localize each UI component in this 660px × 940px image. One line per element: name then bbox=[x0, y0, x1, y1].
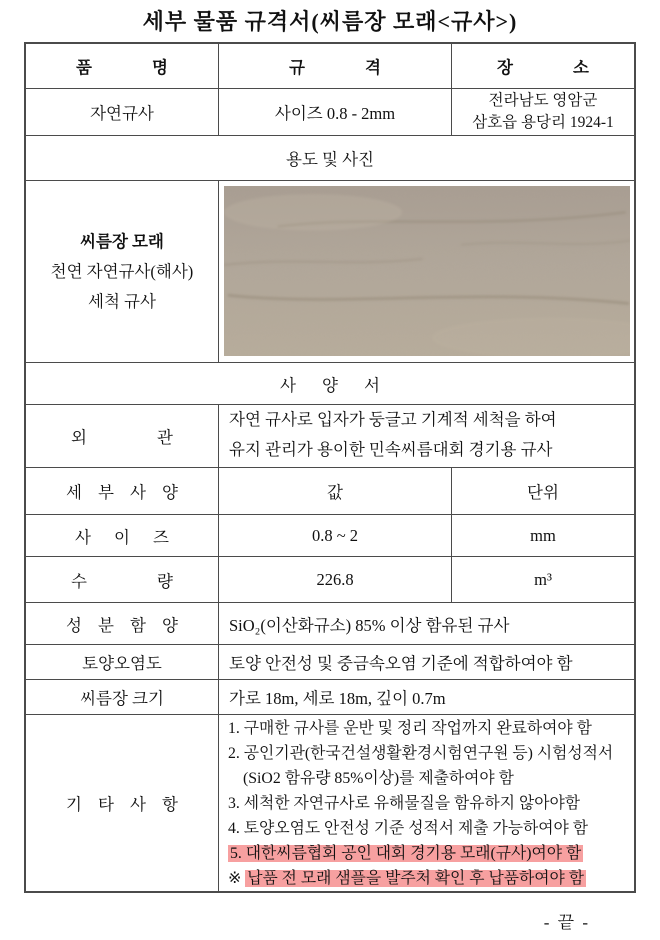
header-spec bbox=[218, 44, 451, 88]
composition-label bbox=[26, 603, 218, 644]
spec-section-title bbox=[26, 363, 634, 404]
appearance-line1: 자연 규사로 입자가 둥글고 기계적 세척을 하여 bbox=[229, 410, 557, 429]
quantity-label-text: 수 량 bbox=[71, 571, 173, 591]
etc-item-2 bbox=[228, 741, 613, 766]
ring-size-value: 가로 18m, 세로 18m, 깊이 0.7m bbox=[218, 680, 634, 714]
sand-texture-photo bbox=[224, 186, 630, 356]
usage-section-title: 용도 및 사진 bbox=[286, 150, 374, 169]
quantity-value: 226.8 bbox=[218, 557, 451, 602]
ring-size-label: 씨름장 크기 bbox=[80, 689, 164, 708]
etc-items bbox=[218, 715, 634, 891]
quantity-row bbox=[26, 556, 634, 602]
product-spec: 사이즈 0.8 - 2mm bbox=[218, 89, 451, 135]
etc-item-1 bbox=[228, 716, 592, 741]
detail-header-label bbox=[26, 468, 218, 514]
etc-item-1-text: 1. 구매한 규사를 운반 및 정리 작업까지 완료하여야 함 bbox=[228, 719, 592, 737]
etc-item-4-text: 4. 토양오염도 안전성 기준 성적서 제출 가능하여야 함 bbox=[228, 819, 588, 837]
product-location bbox=[451, 89, 634, 135]
composition-label-text: 성 분 함 양 bbox=[66, 615, 178, 635]
detail-header-row bbox=[26, 467, 634, 514]
spec-section-row bbox=[26, 362, 634, 404]
detail-header-unit: 단위 bbox=[451, 468, 634, 514]
etc-item-4 bbox=[228, 816, 588, 841]
spec-table bbox=[24, 42, 636, 893]
etc-row bbox=[26, 714, 634, 891]
etc-item-5-highlighted bbox=[228, 841, 583, 866]
etc-item-3 bbox=[228, 791, 580, 816]
photo-row bbox=[26, 180, 634, 362]
etc-label-text: 기 타 사 항 bbox=[66, 795, 178, 814]
usage-section-row bbox=[26, 135, 634, 180]
soil-row bbox=[26, 644, 634, 679]
header-item-name-label: 품 명 bbox=[76, 58, 168, 77]
usage-description bbox=[26, 181, 218, 362]
header-spec-label: 규 격 bbox=[289, 58, 381, 77]
etc-item-3-text: 3. 세척한 자연규사로 유해물질을 함유하지 않아야함 bbox=[228, 794, 581, 812]
detail-header-value: 값 bbox=[218, 468, 451, 514]
header-location bbox=[451, 44, 634, 88]
product-name: 자연규사 bbox=[90, 104, 154, 123]
etc-item-2-cont-text: (SiO2 함유량 85%이상)를 제출하여야 함 bbox=[243, 769, 514, 787]
spec-section-title-label: 사 양 서 bbox=[280, 375, 380, 395]
appearance-label-text: 외 관 bbox=[71, 428, 173, 447]
composition-row bbox=[26, 602, 634, 644]
appearance-label bbox=[26, 405, 218, 467]
size-row bbox=[26, 514, 634, 556]
soil-value: 토양 안전성 및 중금속오염 기준에 적합하여야 함 bbox=[218, 645, 634, 679]
soil-label: 토양오염도 bbox=[82, 654, 162, 673]
etc-item-2-text: 2. 공인기관(한국건설생활환경시험연구원 등) 시험성적서 bbox=[228, 744, 614, 762]
usage-desc-line1: 씨름장 모래 bbox=[80, 231, 164, 251]
size-label-text: 사 이 즈 bbox=[75, 527, 169, 547]
quantity-label bbox=[26, 557, 218, 602]
etc-item-note-highlighted bbox=[228, 866, 586, 891]
etc-label bbox=[26, 715, 218, 891]
size-unit: mm bbox=[451, 515, 634, 556]
etc-note-text: 납품 전 모래 샘플을 발주처 확인 후 납품하여야 함 bbox=[247, 869, 584, 887]
photo-cell bbox=[218, 181, 634, 362]
composition-value: SiO₂(이산화규소) 85% 이상 함유된 규사 bbox=[218, 603, 634, 644]
etc-item-2-cont bbox=[228, 766, 514, 791]
usage-desc-line3: 세척 규사 bbox=[88, 291, 156, 311]
product-location-line2: 삼호읍 용당리 1924-1 bbox=[472, 114, 614, 131]
product-row bbox=[26, 88, 634, 135]
sand-photo-svg bbox=[224, 186, 630, 356]
ring-size-row bbox=[26, 679, 634, 714]
etc-item-5-text: 5. 대한씨름협회 공인 대회 경기용 모래(규사)여야 함 bbox=[230, 844, 582, 862]
end-of-document-label: - 끝 - bbox=[543, 913, 590, 932]
etc-note-prefix: ※ bbox=[228, 869, 246, 887]
header-item-name bbox=[26, 44, 218, 88]
size-label bbox=[26, 515, 218, 556]
product-location-line1: 전라남도 영암군 bbox=[488, 92, 598, 109]
page-title: 세부 물품 규격서(씨름장 모래<규사>) bbox=[142, 9, 518, 34]
appearance-value bbox=[218, 405, 634, 467]
header-location-label: 장 소 bbox=[497, 58, 589, 77]
quantity-unit: m³ bbox=[451, 557, 634, 602]
table-header-row bbox=[26, 44, 634, 88]
appearance-row bbox=[26, 404, 634, 467]
size-value: 0.8 ~ 2 bbox=[218, 515, 451, 556]
appearance-line2: 유지 관리가 용이한 민속씨름대회 경기용 규사 bbox=[229, 440, 553, 459]
detail-header-label-text: 세 부 사 양 bbox=[66, 483, 178, 502]
usage-desc-line2: 천연 자연규사(해사) bbox=[50, 261, 194, 281]
